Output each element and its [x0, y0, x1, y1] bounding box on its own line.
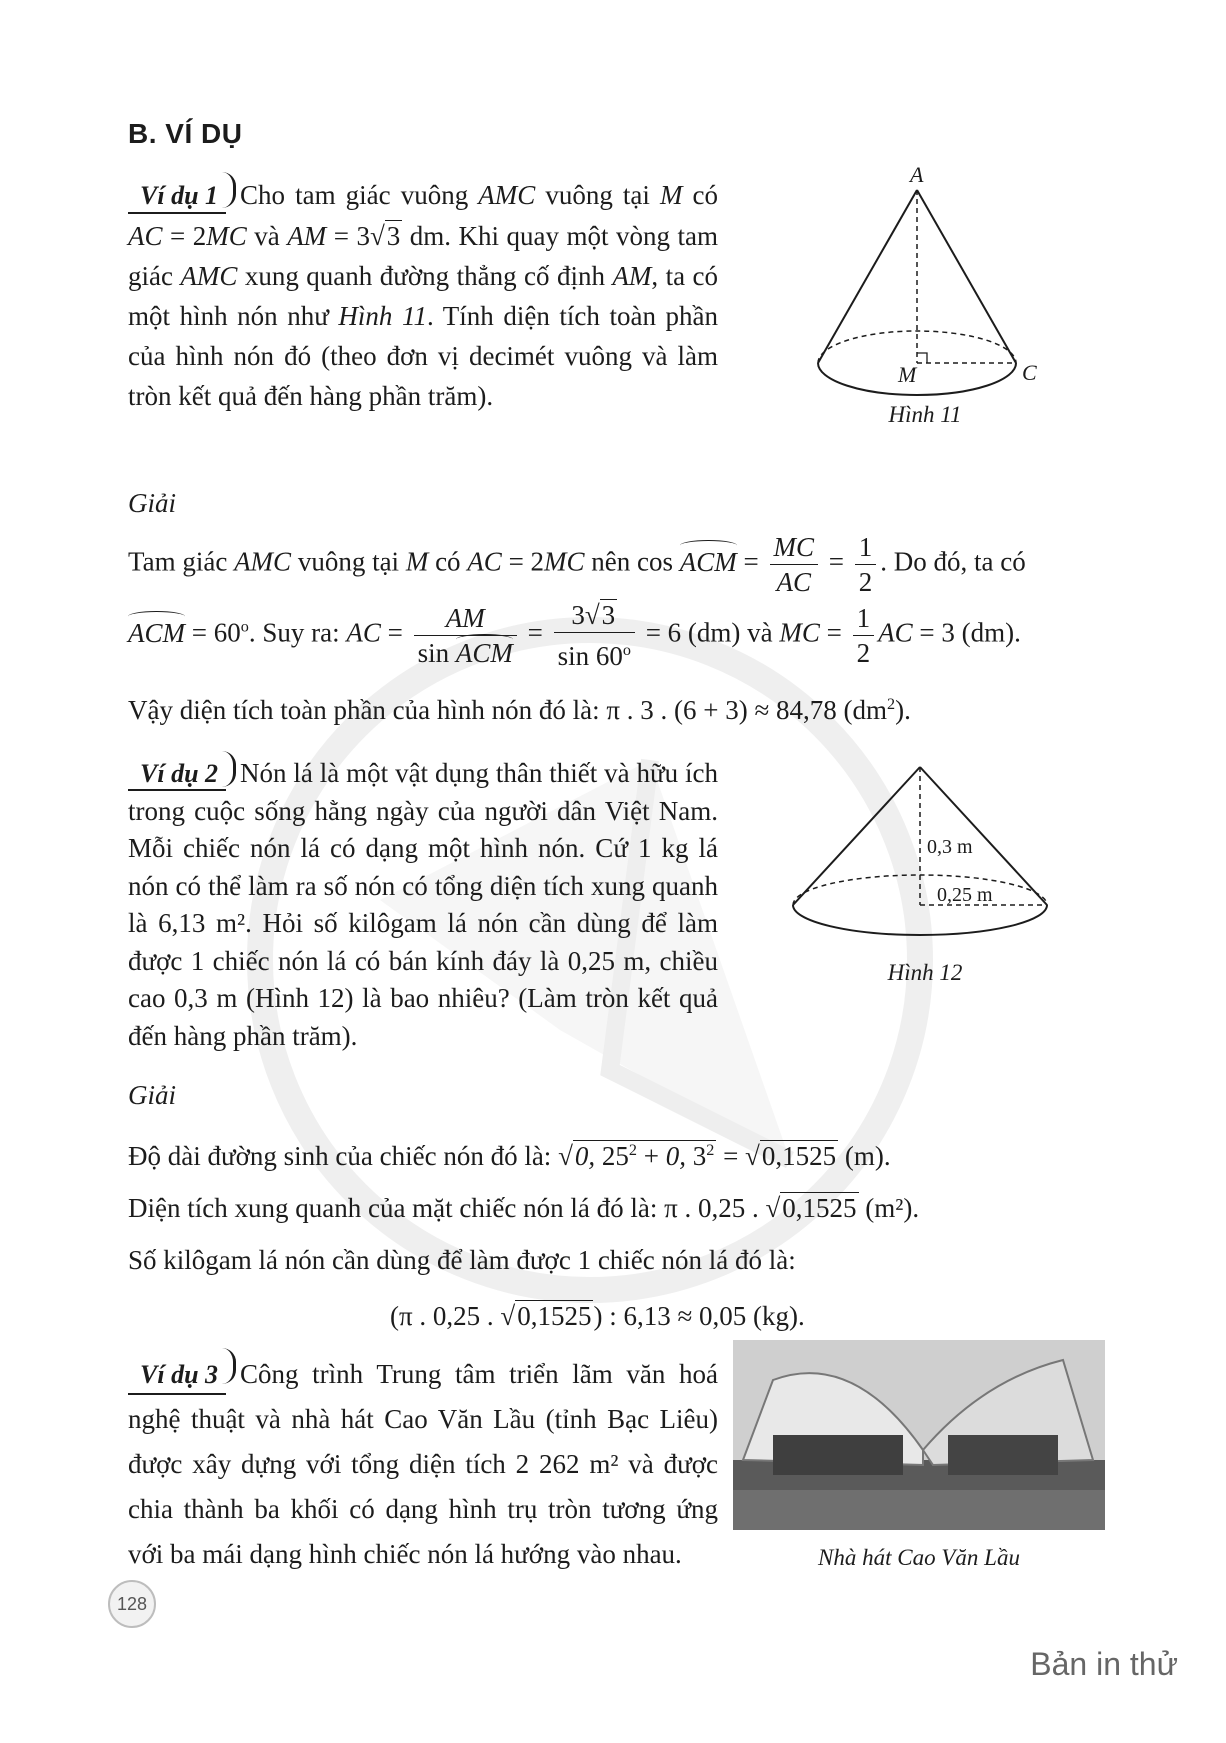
figure-12-caption: Hình 12 — [887, 960, 963, 985]
draft-label: Bản in thử — [1030, 1646, 1178, 1682]
example1-text: Ví dụ 1 Cho tam giác vuông AMC vuông tại M có AC = 2MC và AM = 3√3 dm. Khi quay một vòng tam giác AMC xung quanh đường thẳng cố định AM, ta có một hình nón như Hình 11. Tính diện tích toàn phần của hình nón đó (theo đơn vị decimét vuông và làm tròn kết quả đến hàng phần trăm). — [128, 175, 718, 416]
point-c-label: C — [1022, 360, 1037, 385]
example1-solution-line2: ACM = $60^o$. Suy ra: AC = $\frac{AM}{\text{sin ACM}}$ = $\frac{3√3}{\sin 60^o}$ = 6 (dm) và MC = $\frac{1}{2}$ AC = 3 (dm). — [128, 600, 1021, 671]
section-title: B. VÍ DỤ — [128, 118, 243, 149]
example1-solution-line1: Tam giác AMC vuông tại M có AC = 2MC nên cos ACM = $\frac{MC}{AC}$ = $\frac{1}{2}$ . Do đó, ta có — [128, 532, 1026, 597]
page-number: 128 — [108, 1580, 156, 1628]
example2-solution-line3: Số kilôgam lá nón cần dùng để làm được 1 chiếc nón lá đó là: — [128, 1245, 796, 1275]
cone-figure-11 — [800, 160, 1060, 410]
example1-solution-heading: Giải — [128, 488, 177, 518]
example2-solution-line2: Diện tích xung quanh của mặt chiếc nón lá đó là: π . 0,25 . √0,1525 (m²). — [128, 1193, 920, 1223]
example2-solution-heading: Giải — [128, 1080, 177, 1110]
point-m-label: M — [898, 362, 917, 387]
radius-label: 0,25 m — [937, 884, 993, 906]
example3-body: Công trình Trung tâm triển lãm văn hoá nghệ thuật và nhà hát Cao Văn Lầu (tỉnh Bạc Liêu) được xây dựng với tổng diện tích 2 262 m² và được chia thành ba khối có dạng hình trụ tròn tương ứng với ba mái dạng hình chiếc nón lá hướng vào nhau. — [128, 1359, 718, 1569]
example1-solution-line3: Vậy diện tích toàn phần của hình nón đó là: π . 3 . (6 + 3) ≈ 84,78 $(dm^2)$. — [128, 695, 911, 725]
height-label: 0,3 m — [927, 836, 973, 858]
point-a-label: A — [910, 162, 924, 187]
theatre-photo — [733, 1340, 1105, 1530]
example2-text — [128, 755, 718, 1055]
example1-label: Ví dụ 1 — [128, 176, 236, 216]
example2-solution-line1: Độ dài đường sinh của chiếc nón đó là: √0, $25^2 + 0$, $3^2 = √0,1525$ (m). — [128, 1141, 891, 1171]
cone-figure-12 — [785, 755, 1065, 960]
example2-body: Nón lá là một vật dụng thân thiết và hữu ích trong cuộc sống hằng ngày của người dân Việt Nam. Mỗi chiếc nón lá có dạng một hình nón. Cứ 1 kg lá nón có thể làm ra số nón có tổng diện tích xung quanh là 6,13 m². Hỏi số kilôgam lá nón cần dùng để làm được 1 chiếc nón lá có bán kính đáy là 0,25 m, chiều cao 0,3 m (Hình 12) là bao nhiêu? (Làm tròn kết quả đến hàng phần trăm). — [128, 758, 718, 1051]
example3-label: Ví dụ 3 — [128, 1352, 236, 1397]
example2-label: Ví dụ 2 — [128, 755, 236, 793]
example3-text — [128, 1352, 718, 1577]
figure-11-caption: Hình 11 — [888, 402, 962, 427]
photo-caption: Nhà hát Cao Văn Lầu — [818, 1545, 1020, 1570]
example2-formula: (π . 0,25 . √0,1525) : 6,13 ≈ 0,05 (kg). — [390, 1301, 805, 1331]
